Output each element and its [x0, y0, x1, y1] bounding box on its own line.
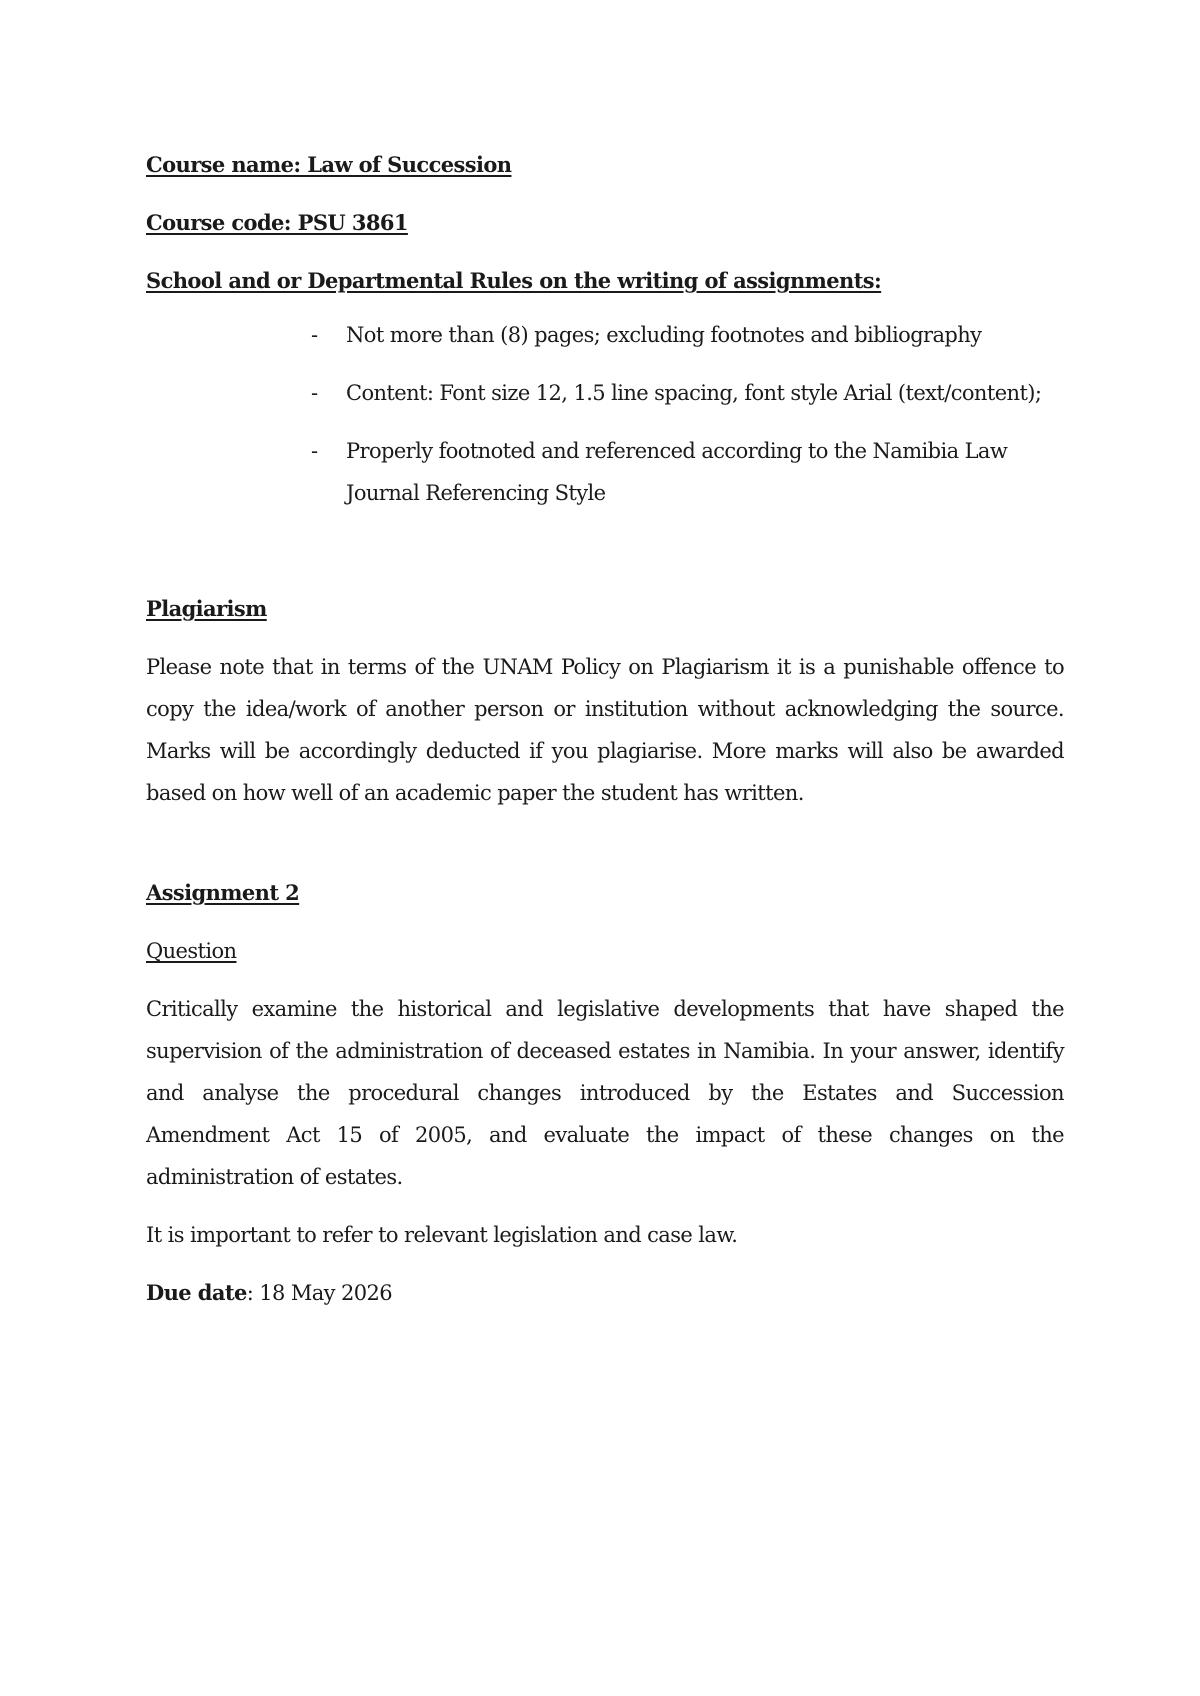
- question-paragraph: Critically examine the historical and legislative developments that have shaped the supervision of the administration of deceased estates in Namibia. In your answer, identify and analyse the procedural changes introduced by the Estates and Succession Amendment Act 15 of 2005, and evaluate the impact of these changes on the administration of estates.: [146, 997, 1064, 1189]
- rules-list: [146, 314, 1064, 514]
- rule-text: Properly footnoted and referenced according to the Namibia Law Journal Referencing Style: [346, 439, 1008, 505]
- rule-dash: -: [311, 381, 318, 405]
- rules-heading: School and or Departmental Rules on the writing of assignments:: [146, 268, 882, 293]
- due-date-value: : 18 May 2026: [246, 1281, 393, 1305]
- legislation-note: It is important to refer to relevant legislation and case law.: [146, 1223, 738, 1247]
- rule-text: Not more than (8) pages; excluding footnotes and bibliography: [346, 323, 982, 347]
- document-content: [146, 144, 1064, 1314]
- rule-item: [146, 372, 1064, 414]
- due-date-line: [146, 1272, 1064, 1314]
- plagiarism-paragraph: Please note that in terms of the UNAM Policy on Plagiarism it is a punishable offence to copy the idea/work of another person or institution without acknowledging the source. Marks will be accordingly deducted if you plagiarise. More marks will also be awarded based on how well of an academic paper the student has written.: [146, 655, 1064, 805]
- due-date-label: Due date: [146, 1280, 247, 1305]
- rule-item: [146, 430, 1064, 514]
- course-code-heading: Course code: PSU 3861: [146, 210, 408, 235]
- plagiarism-heading: Plagiarism: [146, 596, 267, 621]
- rule-dash: -: [311, 323, 318, 347]
- course-name-heading: Course name: Law of Succession: [146, 152, 512, 177]
- assignment-heading: Assignment 2: [146, 880, 300, 905]
- rule-item: [146, 314, 1064, 356]
- question-label: Question: [146, 939, 237, 963]
- rule-text: Content: Font size 12, 1.5 line spacing, font style Arial (text/content);: [346, 381, 1042, 405]
- rule-dash: -: [311, 439, 318, 463]
